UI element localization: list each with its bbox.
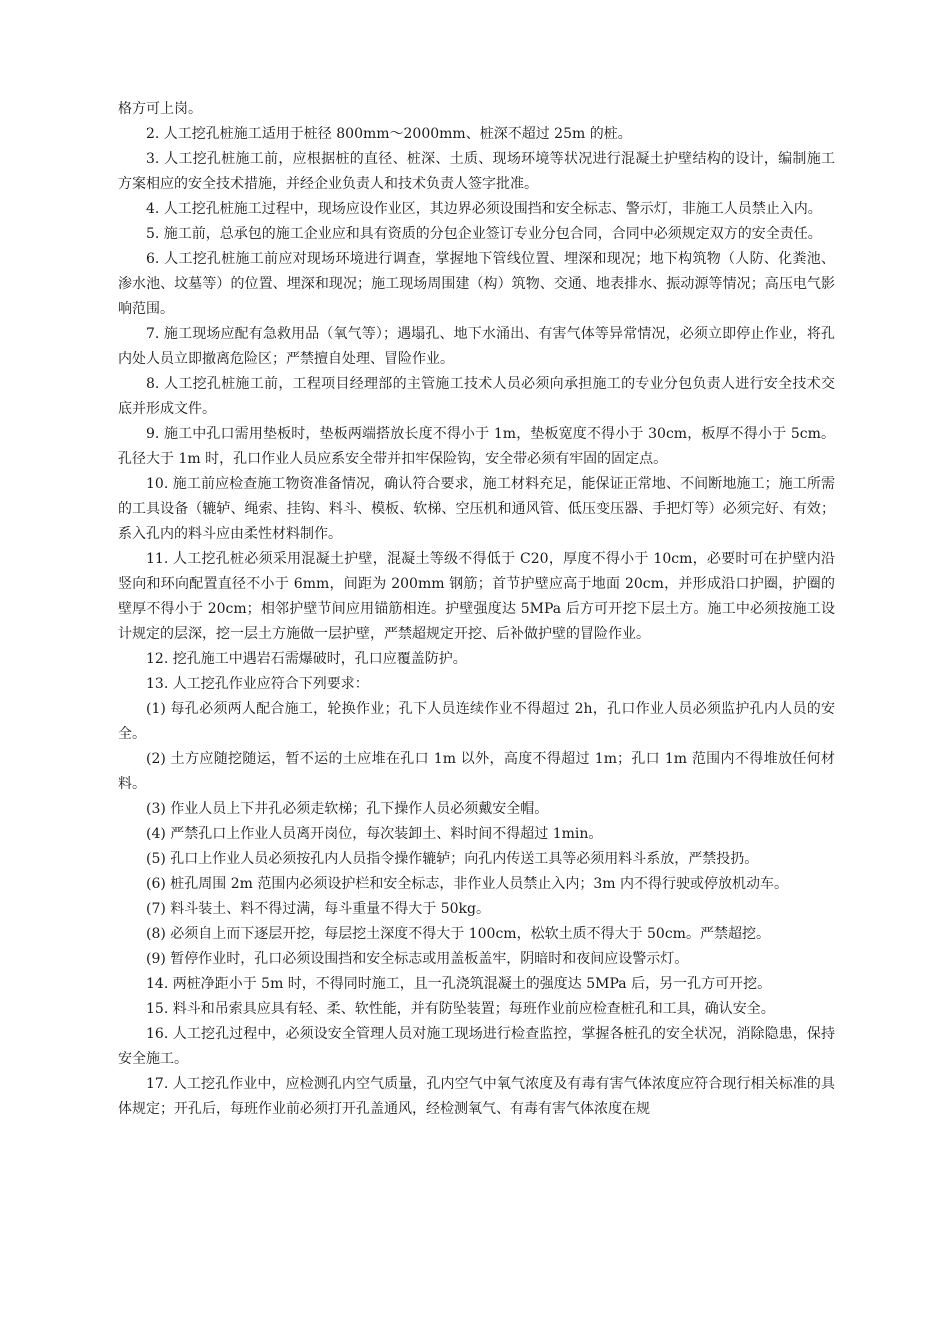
document-page xyxy=(118,97,835,1122)
paragraph-item-17: 17. 人工挖孔作业中，应检测孔内空气质量，孔内空气中氧气浓度及有毒有害气体浓度应符合现行相关标准的具体规定；开孔后，每班作业前必须打开孔盖通风，经检测氧气、有毒有害气体浓度在规 xyxy=(118,1076,835,1117)
paragraph-item-16: 16. 人工挖孔过程中，必须设安全管理人员对施工现场进行检查监控，掌握各桩孔的安全状况，消除隐患，保持安全施工。 xyxy=(118,1026,835,1067)
paragraph-item-2: 2. 人工挖孔桩施工适用于桩径 800mm～2000mm、桩深不超过 25m 的桩。 xyxy=(146,126,632,142)
paragraph-item-12: 12. 挖孔施工中遇岩石需爆破时，孔口应覆盖防护。 xyxy=(146,651,467,667)
paragraph-item-3: 3. 人工挖孔桩施工前，应根据桩的直径、桩深、土质、现场环境等状况进行混凝土护壁结构的设计，编制施工方案相应的安全技术措施，并经企业负责人和技术负责人签字批准。 xyxy=(118,151,835,192)
sub-item-3: (3) 作业人员上下井孔必须走软梯；孔下操作人员必须戴安全帽。 xyxy=(146,801,549,817)
sub-item-1: (1) 每孔必须两人配合施工，轮换作业；孔下人员连续作业不得超过 2h，孔口作业人员必须监护孔内人员的安全。 xyxy=(118,701,835,742)
sub-item-5: (5) 孔口上作业人员必须按孔内人员指令操作辘轳；向孔内传送工具等必须用料斗系放，严禁投扔。 xyxy=(146,851,759,867)
paragraph-item-13: 13. 人工挖孔作业应符合下列要求： xyxy=(146,676,369,692)
sub-item-2: (2) 土方应随挖随运，暂不运的土应堆在孔口 1m 以外，高度不得超过 1m；孔口 1m 范围内不得堆放任何材料。 xyxy=(118,751,835,792)
sub-item-8: (8) 必须自上而下逐层开挖，每层挖土深度不得大于 100cm，松软土质不得大于 50cm。严禁超挖。 xyxy=(146,926,770,942)
sub-item-6: (6) 桩孔周围 2m 范围内必须设护栏和安全标志，非作业人员禁止入内；3m 内不得行驶或停放机动车。 xyxy=(146,876,788,892)
paragraph-continuation: 格方可上岗。 xyxy=(118,101,202,117)
sub-item-4: (4) 严禁孔口上作业人员离开岗位，每次装卸土、料时间不得超过 1min。 xyxy=(146,826,603,842)
paragraph-item-6: 6. 人工挖孔桩施工前应对现场环境进行调查，掌握地下管线位置、埋深和现况；地下构筑物（人防、化粪池、渗水池、坟墓等）的位置、埋深和现况；施工现场周围建（构）筑物、交通、地表排水、振动源等情况；高压电气影响范围。 xyxy=(118,251,835,317)
paragraph-item-9: 9. 施工中孔口需用垫板时，垫板两端搭放长度不得小于 1m，垫板宽度不得小于 30cm，板厚不得小于 5cm。孔径大于 1m 时，孔口作业人员应系安全带并扣牢保险钩，安全带必须有牢固的固定点。 xyxy=(118,426,835,467)
paragraph-item-10: 10. 施工前应检查施工物资准备情况，确认符合要求，施工材料充足，能保证正常地、不间断地施工；施工所需的工具设备（辘轳、绳索、挂钩、料斗、模板、软梯、空压机和通风管、低压变压器、手把灯等）必须完好、有效；系入孔内的料斗应由柔性材料制作。 xyxy=(118,476,835,542)
paragraph-item-11: 11. 人工挖孔桩必须采用混凝土护壁，混凝土等级不得低于 C20，厚度不得小于 10cm，必要时可在护壁内沿竖向和环向配置直径不小于 6mm，间距为 200mm 钢筋；首节护壁应高于地面 20cm，并形成沿口护圈，护圈的壁厚不得小于 20cm；相邻护壁节间应用锚筋相连。护壁强度达 5MPa 后方可开挖下层土方。施工中必须按施工设计规定的层深，挖一层土方施做一层护壁，严禁超规定开挖、后补做护壁的冒险作业。 xyxy=(118,551,835,642)
paragraph-item-4: 4. 人工挖孔桩施工过程中，现场应设作业区，其边界必须设围挡和安全标志、警示灯，非施工人员禁止入内。 xyxy=(146,201,822,217)
paragraph-item-7: 7. 施工现场应配有急救用品（氧气等）；遇塌孔、地下水涌出、有害气体等异常情况，必须立即停止作业，将孔内处人员立即撤离危险区；严禁擅自处理、冒险作业。 xyxy=(118,326,835,367)
sub-item-9: (9) 暂停作业时，孔口必须设围挡和安全标志或用盖板盖牢，阴暗时和夜间应设警示灯。 xyxy=(146,951,689,967)
sub-item-7: (7) 料斗装土、料不得过满，每斗重量不得大于 50kg。 xyxy=(146,901,490,917)
paragraph-item-15: 15. 料斗和吊索具应具有轻、柔、软性能，并有防坠装置；每班作业前应检查桩孔和工具，确认安全。 xyxy=(146,1001,775,1017)
paragraph-item-14: 14. 两桩净距小于 5m 时，不得同时施工，且一孔浇筑混凝土的强度达 5MPa 后，另一孔方可开挖。 xyxy=(146,976,772,992)
paragraph-item-5: 5. 施工前，总承包的施工企业应和具有资质的分包企业签订专业分包合同，合同中必须规定双方的安全责任。 xyxy=(146,226,822,242)
paragraph-item-8: 8. 人工挖孔桩施工前，工程项目经理部的主管施工技术人员必须向承担施工的专业分包负责人进行安全技术交底并形成文件。 xyxy=(118,376,835,417)
